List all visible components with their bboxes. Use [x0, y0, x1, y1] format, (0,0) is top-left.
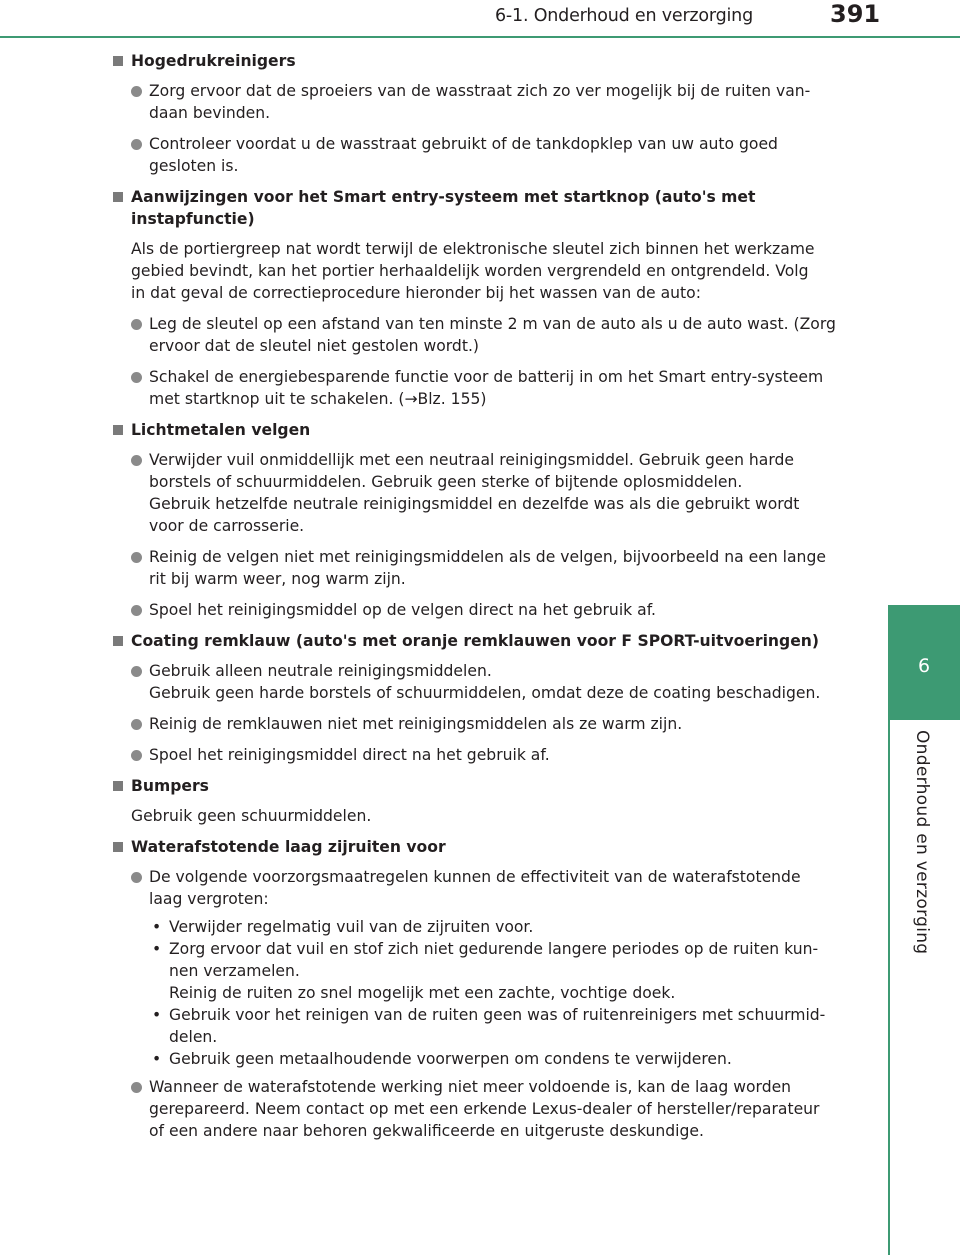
- page-reference[interactable]: met startknop uit te schakelen. (→Blz. 155): [149, 390, 487, 408]
- sub-list-item: • Verwijder regelmatig vuil van de zijruiten voor.: [152, 918, 534, 936]
- chapter-tab-number: [888, 605, 960, 720]
- section-heading: Waterafstotende laag zijruiten voor: [112, 836, 852, 858]
- section-heading: Bumpers: [112, 775, 852, 797]
- bullet-item: Reinig de velgen niet met reinigingsmiddelen als de velgen, bijvoorbeeld na een lange rit bij warm weer, nog warm zijn.: [112, 546, 852, 590]
- chapter-tab-label: [888, 720, 960, 1255]
- chapter-title: 6-1. Onderhoud en verzorging: [495, 6, 753, 26]
- bullet-item: Zorg ervoor dat de sproeiers van de wasstraat zich zo ver mogelijk bij de ruiten van- daan bevinden.: [112, 80, 852, 124]
- round-bullet-icon: [131, 319, 142, 330]
- section-text: Gebruik geen schuurmiddelen.: [131, 807, 372, 825]
- page-number: 391: [830, 0, 881, 28]
- section-heading: Hogedrukreinigers: [112, 50, 852, 72]
- round-bullet-icon: [131, 872, 142, 883]
- sub-list-item: • Gebruik voor het reinigen van de ruiten geen was of ruitenreinigers met schuurmid- delen.: [152, 1006, 826, 1046]
- section-heading: Coating remklauw (auto's met oranje remklauwen voor F SPORT-uitvoeringen): [112, 630, 852, 652]
- sub-list-item: • Zorg ervoor dat vuil en stof zich niet gedurende langere periodes op de ruiten kun- nen verzamelen. Reinig de ruiten zo snel mogelijk met een zachte, vochtige doek.: [152, 940, 819, 1002]
- header-rule: [0, 36, 960, 38]
- section-heading: Lichtmetalen velgen: [112, 419, 852, 441]
- square-bullet-icon: [113, 192, 123, 202]
- chapter-number: 6: [917, 655, 931, 677]
- page-content: [112, 48, 852, 1151]
- bullet-item: Gebruik alleen neutrale reinigingsmiddelen. Gebruik geen harde borstels of schuurmiddelen, omdat deze de coating beschadigen.: [112, 660, 852, 704]
- square-bullet-icon: [113, 425, 123, 435]
- round-bullet-icon: [131, 552, 142, 563]
- bullet-item: Spoel het reinigingsmiddel direct na het gebruik af.: [112, 744, 852, 766]
- round-bullet-icon: [131, 750, 142, 761]
- bullet-item: Reinig de remklauwen niet met reinigingsmiddelen als ze warm zijn.: [112, 713, 852, 735]
- sub-bullet-mark: •: [152, 918, 162, 936]
- sub-bullet-mark: •: [152, 1050, 162, 1068]
- bullet-item: Verwijder vuil onmiddellijk met een neutraal reinigingsmiddel. Gebruik geen harde borstels of schuurmiddelen. Gebruik geen sterke of bijtende oplosmiddelen. Gebruik hetzelfde neutrale reinigingsmiddel en dezelfde was als die gebruikt wordt voor de carrosserie.: [112, 449, 852, 537]
- sub-list: [112, 916, 852, 1070]
- round-bullet-icon: [131, 1082, 142, 1093]
- section-intro: Als de portiergreep nat wordt terwijl de elektronische sleutel zich binnen het werkzame gebied bevindt, kan het portier herhaaldelijk worden vergrendeld en ontgrendeld. Volg in dat geval de correctieprocedure hieronder bij het wassen van de auto:: [131, 240, 815, 302]
- bullet-item: Wanneer de waterafstotende werking niet meer voldoende is, kan de laag worden gerepareerd. Neem contact op met een erkende Lexus-dealer of hersteller/reparateur of een andere naar behoren gekwalificeerde en uitgeruste deskundige.: [112, 1076, 852, 1142]
- chapter-label: Onderhoud en verzorging: [912, 730, 932, 955]
- bullet-item: Schakel de energiebesparende functie voor de batterij in om het Smart entry-systeem met startknop uit te schakelen. (→Blz. 155): [112, 366, 852, 410]
- round-bullet-icon: [131, 372, 142, 383]
- bullet-item: Spoel het reinigingsmiddel op de velgen direct na het gebruik af.: [112, 599, 852, 621]
- round-bullet-icon: [131, 455, 142, 466]
- round-bullet-icon: [131, 605, 142, 616]
- bullet-item: Leg de sleutel op een afstand van ten minste 2 m van de auto als u de auto wast. (Zorg ervoor dat de sleutel niet gestolen wordt.): [112, 313, 852, 357]
- square-bullet-icon: [113, 636, 123, 646]
- bullet-item: Controleer voordat u de wasstraat gebruikt of de tankdopklep van uw auto goed gesloten is.: [112, 133, 852, 177]
- square-bullet-icon: [113, 56, 123, 66]
- round-bullet-icon: [131, 666, 142, 677]
- square-bullet-icon: [113, 781, 123, 791]
- page-header: [0, 0, 960, 40]
- sub-bullet-mark: •: [152, 940, 162, 958]
- round-bullet-icon: [131, 139, 142, 150]
- square-bullet-icon: [113, 842, 123, 852]
- sub-list-item: • Gebruik geen metaalhoudende voorwerpen om condens te verwijderen.: [152, 1050, 732, 1068]
- bullet-item: De volgende voorzorgsmaatregelen kunnen de effectiviteit van de waterafstotende laag vergroten:: [112, 866, 852, 910]
- round-bullet-icon: [131, 86, 142, 97]
- round-bullet-icon: [131, 719, 142, 730]
- sub-bullet-mark: •: [152, 1006, 162, 1024]
- section-heading: Aanwijzingen voor het Smart entry-systeem met startknop (auto's met instapfunctie): [112, 186, 852, 230]
